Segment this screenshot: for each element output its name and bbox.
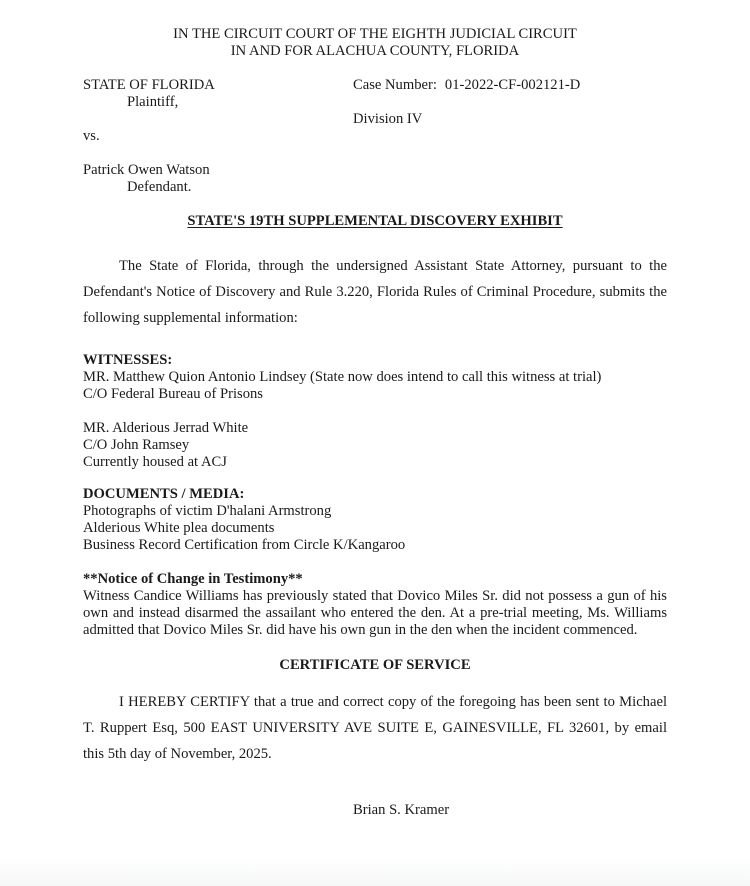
defendant-role: Defendant. — [127, 179, 192, 195]
case-number-label: Case Number: — [353, 77, 437, 93]
certificate-heading-row — [83, 657, 667, 674]
witnesses-section — [83, 352, 667, 471]
page-bottom-fade — [0, 858, 750, 886]
case-caption-info — [353, 77, 683, 128]
witness-entry-line: MR. Matthew Quion Antonio Lindsey (State now does intend to call this witness at trial) — [83, 369, 602, 385]
caption-spacer — [353, 94, 683, 111]
documents-media-item: Business Record Certification from Circle K/Kangaroo — [83, 537, 406, 553]
witnesses-heading: WITNESSES: — [83, 352, 173, 368]
certificate-heading: CERTIFICATE OF SERVICE — [279, 657, 471, 673]
documents-media-section — [83, 486, 667, 554]
document-title: STATE'S 19TH SUPPLEMENTAL DISCOVERY EXHIBIT — [187, 213, 563, 229]
caption-spacer — [83, 111, 353, 128]
documents-media-item: Photographs of victim D'halani Armstrong — [83, 503, 332, 519]
case-number-value: 01-2022-CF-002121-D — [444, 77, 581, 93]
court-header-line2: IN AND FOR ALACHUA COUNTY, FLORIDA — [230, 43, 520, 59]
notice-body: Witness Candice Williams has previously stated that Dovico Miles Sr. did not possess a gun of his own and instead disarmed the assailant who entered the den. At a pre-trial meeting, Ms. Williams admitted that Dovico Miles Sr. did have his own gun in the den when the incident commenced. — [83, 588, 667, 638]
court-header — [0, 26, 750, 60]
case-number-line — [353, 77, 683, 94]
witness-entry-line: C/O John Ramsey — [83, 437, 190, 453]
signature-name: Brian S. Kramer — [353, 802, 450, 818]
intro-paragraph: The State of Florida, through the undersigned Assistant State Attorney, pursuant to the Defendant's Notice of Discovery and Rule 3.220, Florida Rules of Criminal Procedure, submits the following supplemental information: — [83, 258, 667, 326]
notice-heading: **Notice of Change in Testimony** — [83, 571, 303, 587]
division-label: Division IV — [353, 111, 423, 127]
witness-entry-line: Currently housed at ACJ — [83, 454, 227, 470]
notice-section — [83, 571, 667, 639]
plaintiff-name: STATE OF FLORIDA — [83, 77, 215, 93]
document-title-row — [83, 213, 667, 230]
defendant-name: Patrick Owen Watson — [83, 162, 210, 178]
certificate-body: I HEREBY CERTIFY that a true and correct copy of the foregoing has been sent to Michael T. Ruppert Esq, 500 EAST UNIVERSITY AVE SUITE E, GAINESVILLE, FL 32601, by email this 5th day of November, 2025. — [83, 694, 667, 762]
documents-media-item: Alderious White plea documents — [83, 520, 275, 536]
versus-label: vs. — [83, 128, 100, 144]
witness-entry-line: MR. Alderious Jerrad White — [83, 420, 249, 436]
plaintiff-role: Plaintiff, — [127, 94, 179, 110]
case-caption-parties — [83, 77, 353, 196]
court-header-line1: IN THE CIRCUIT COURT OF THE EIGHTH JUDICIAL CIRCUIT — [173, 26, 577, 42]
caption-spacer — [83, 145, 353, 162]
documents-media-heading: DOCUMENTS / MEDIA: — [83, 486, 245, 502]
witness-entry-line: C/O Federal Bureau of Prisons — [83, 386, 263, 402]
section-spacer — [83, 403, 667, 420]
